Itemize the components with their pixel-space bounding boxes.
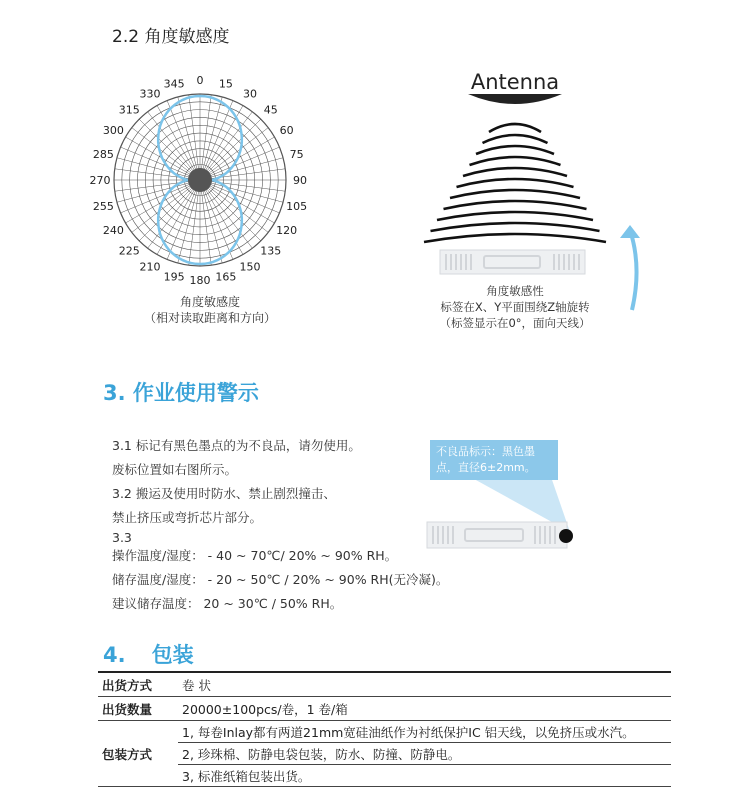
angle-label: 315 (118, 103, 140, 117)
rotation-arrow (630, 230, 637, 310)
packaging-table (98, 671, 671, 787)
wave-arc (444, 201, 587, 209)
angle-label: 225 (118, 244, 140, 258)
angle-label: 240 (102, 224, 124, 237)
wave-arc (483, 135, 548, 143)
table-row (98, 672, 671, 697)
row-value: 3, 标准纸箱包装出货。 (178, 765, 671, 787)
angle-label: 270 (90, 174, 111, 187)
antenna-shape (468, 94, 562, 104)
warning-line-1: 3.1 标记有黑色墨点的为不良品，请勿使用。 (112, 438, 361, 453)
polar-caption (110, 294, 310, 326)
signal-waves (424, 124, 606, 242)
angle-label: 300 (102, 124, 124, 137)
wave-arc (489, 124, 541, 132)
section-4-title (103, 639, 194, 669)
angle-label: 15 (218, 77, 233, 91)
row-value: 2, 珍珠棉、防静电袋包装，防水、防撞、防静电。 (178, 743, 671, 765)
wave-arc (457, 179, 574, 187)
warning-line-4: 禁止挤压或弯折芯片部分。 (112, 510, 263, 525)
row-value: 卷 状 (178, 672, 671, 697)
table-row (98, 765, 671, 787)
angle-label: 180 (189, 274, 211, 285)
polar-caption-title: 角度敏感度 (179, 295, 240, 309)
section-4-text: 包装 (151, 643, 194, 667)
angle-label: 165 (215, 270, 237, 284)
angle-label: 0 (196, 74, 204, 87)
angle-label: 60 (279, 124, 294, 137)
polar-sensitivity-diagram (90, 70, 320, 285)
warning-line-8: 建议储存温度： 20 ~ 30℃ / 50% RH。 (112, 596, 343, 611)
angle-label: 135 (260, 244, 282, 258)
angle-label: 105 (286, 199, 308, 213)
angle-label: 75 (289, 148, 304, 162)
antenna-label: Antenna (470, 70, 560, 94)
black-ink-dot (559, 529, 573, 543)
wave-arc (476, 146, 554, 154)
wave-arc (450, 190, 580, 198)
defect-callout: 不良品标示：黑色墨点，直径6±2mm。 (430, 440, 558, 480)
row-key: 出货方式 (98, 672, 178, 697)
antenna-caption-title: 角度敏感性 (486, 284, 544, 298)
polar-center-hub (188, 168, 212, 192)
angle-label: 90 (293, 174, 307, 187)
defect-tag-image (425, 474, 585, 564)
antenna-caption-line3: （标签显示在0°，面向天线） (439, 316, 591, 330)
antenna-caption (405, 283, 625, 331)
warning-line-5: 3.3 (112, 530, 132, 545)
wave-arc (470, 157, 561, 165)
section-2-2-title: 2.2 角度敏感度 (112, 27, 230, 47)
wave-arc (424, 234, 606, 242)
warning-line-2: 废标位置如右图所示。 (112, 462, 238, 477)
wave-arc (437, 212, 593, 220)
antenna-diagram (420, 62, 660, 312)
polar-grid (114, 94, 286, 266)
table-row (98, 697, 671, 721)
row-key: 包装方式 (98, 721, 178, 787)
polar-caption-subtitle: （相对读取距离和方向） (143, 311, 276, 325)
table-row (98, 721, 671, 743)
section-4-number: 4. (103, 643, 126, 667)
rotation-arrow-head (620, 225, 640, 238)
inlay-tag-image (440, 250, 585, 274)
angle-label: 120 (276, 224, 298, 237)
angle-label: 195 (163, 270, 185, 284)
row-value: 20000±100pcs/卷，1 卷/箱 (178, 697, 671, 721)
row-key: 出货数量 (98, 697, 178, 721)
table-row (98, 743, 671, 765)
wave-arc (431, 223, 600, 231)
warning-line-7: 储存温度/湿度： - 20 ~ 50℃ / 20% ~ 90% RH(无冷凝)。 (112, 572, 449, 587)
angle-label: 45 (263, 103, 278, 117)
angle-label: 345 (163, 77, 185, 91)
angle-label: 30 (243, 87, 257, 101)
wave-arc (463, 168, 567, 176)
angle-label: 210 (139, 260, 161, 274)
angle-label: 255 (92, 199, 114, 213)
warning-line-6: 操作温度/湿度： - 40 ~ 70℃/ 20% ~ 90% RH。 (112, 548, 398, 563)
row-value: 1, 每卷Inlay都有两道21mm宽硅油纸作为衬纸保护IC 铝天线，以免挤压或水汽。 (178, 721, 671, 743)
warning-line-3: 3.2 搬运及使用时防水、禁止剧烈撞击、 (112, 486, 336, 501)
angle-label: 285 (92, 148, 114, 162)
section-3-title: 3. 作业使用警示 (103, 381, 259, 405)
angle-label: 330 (139, 87, 161, 101)
angle-label: 150 (239, 260, 261, 274)
antenna-caption-line2: 标签在X、Y平面围绕Z轴旋转 (440, 300, 590, 314)
